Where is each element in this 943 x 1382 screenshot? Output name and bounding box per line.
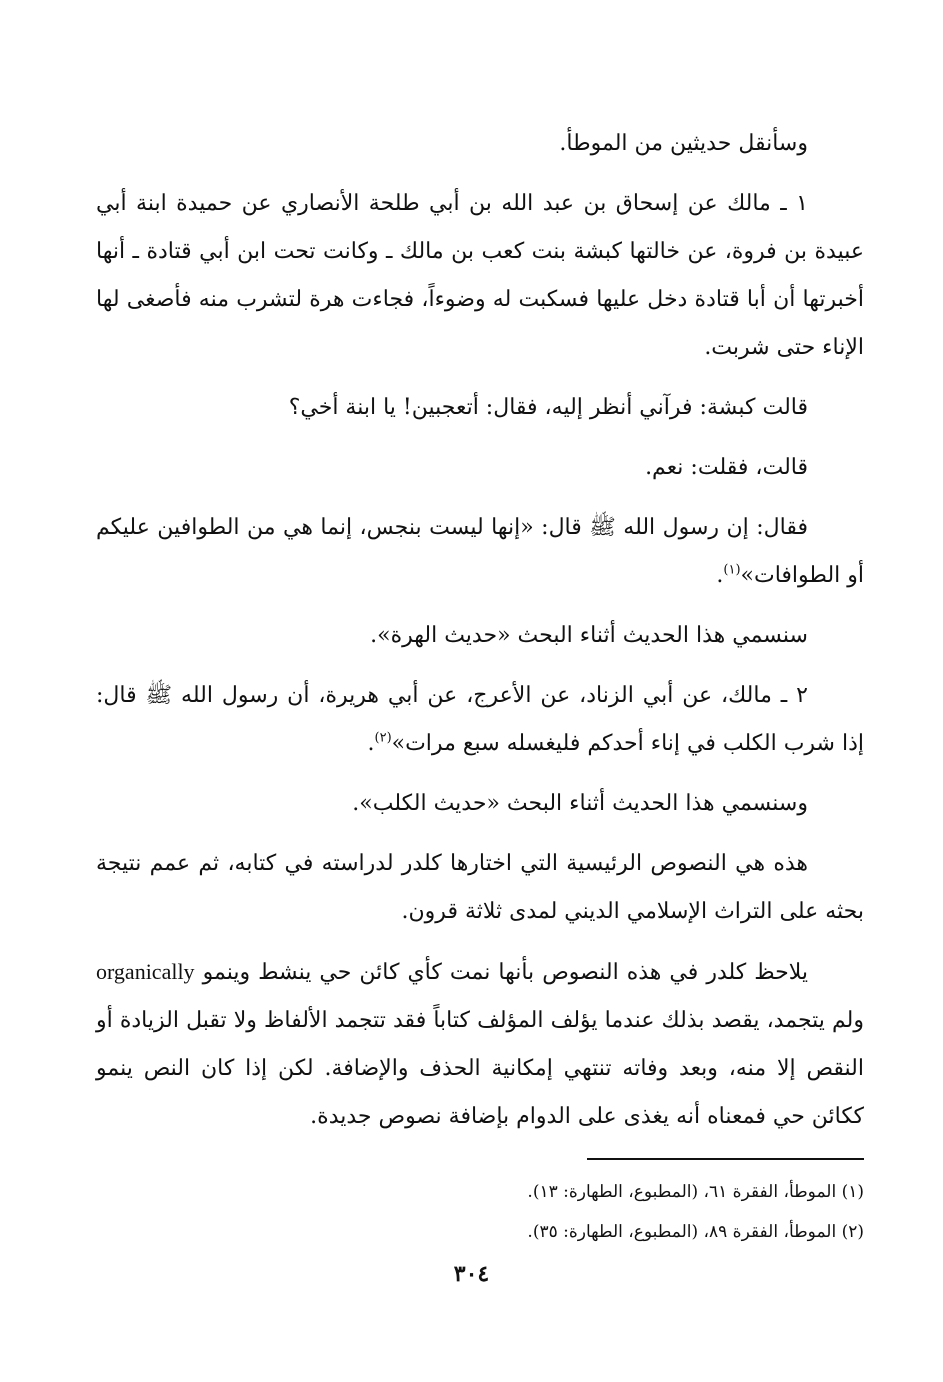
paragraph-hadith-1: ١ ـ مالك عن إسحاق بن عبد الله بن أبي طلحة الأنصاري عن حميدة ابنة أبي عبيدة بن فروة، عن خالتها كبشة بنت كعب بن مالك ـ وكانت تحت ابن أبي قتادة ـ أنها أخبرتها أن أبا قتادة دخل عليها فسكبت له وضوءاً، فجاءت هرة لتشرب منه فأصغى لها الإناء حتى شربت.: [96, 191, 864, 360]
paragraph-intro: وسأنقل حديثين من الموطأ.: [559, 131, 808, 156]
organic-growth-text-a: يلاحظ كلدر في هذه النصوص بأنها نمت كأي كائن حي ينشط وينمو: [202, 960, 809, 985]
term-organically: organically: [96, 959, 195, 984]
paragraph-kabsha-said: قالت كبشة: فرآني أنظر إليه، فقال: أتعجبين! يا ابنة أخي؟: [288, 395, 808, 420]
footnote-separator: [587, 1158, 864, 1160]
sentence-period: .: [716, 563, 724, 588]
page-body: [96, 120, 864, 1141]
page-number: ٣٠٤: [453, 1261, 490, 1287]
hadith-2-text: ٢ ـ مالك، عن أبي الزناد، عن الأعرج، عن أبي هريرة، أن رسول الله ﷺ قال: إذا شرب الكلب في إناء أحدكم فليغسله سبع مرات»: [96, 683, 864, 756]
footnote-reference-2: (٢): [374, 730, 392, 746]
paragraph-hadith-2: [96, 672, 864, 768]
prophet-said-text: فقال: إن رسول الله ﷺ قال: «إنها ليست بنجس، إنما هي من الطوافين عليكم أو الطوافات»: [96, 515, 864, 588]
paragraph-prophet-said: [96, 504, 864, 600]
paragraph-she-said: قالت، فقلت: نعم.: [645, 455, 808, 480]
footnote-reference-1: (١): [723, 562, 741, 578]
paragraph-name-cat-hadith: سنسمي هذا الحديث أثناء البحث «حديث الهرة».: [370, 623, 808, 648]
paragraph-name-dog-hadith: وسنسمي هذا الحديث أثناء البحث «حديث الكلب».: [352, 791, 808, 816]
sentence-period: .: [367, 731, 375, 756]
organic-growth-text-b: ولم يتجمد، يقصد بذلك عندما يؤلف المؤلف كتاباً فقد تتجمد الألفاظ ولا تقبل الزيادة أو النقص إلا منه، وبعد وفاته تنتهي إمكانية الحذف والإضافة. لكن إذا كان النص ينمو ككائن حي فمعناه أنه يغذى على الدوام بإضافة نصوص جديدة.: [96, 1008, 864, 1129]
paragraph-main-texts: هذه هي النصوص الرئيسية التي اختارها كلدر لدراسته في كتابه، ثم عمم نتيجة بحثه على التراث الإسلامي الديني لمدى ثلاثة قرون.: [96, 851, 864, 924]
footnote-2: (٢) الموطأ، الفقرة ٨٩، (المطبوع، الطهارة: ٣٥).: [527, 1222, 864, 1242]
footnotes: [264, 1172, 864, 1252]
footnote-1: (١) الموطأ، الفقرة ٦١، (المطبوع، الطهارة: ١٣).: [527, 1182, 864, 1202]
paragraph-organic-growth: [96, 948, 864, 1141]
